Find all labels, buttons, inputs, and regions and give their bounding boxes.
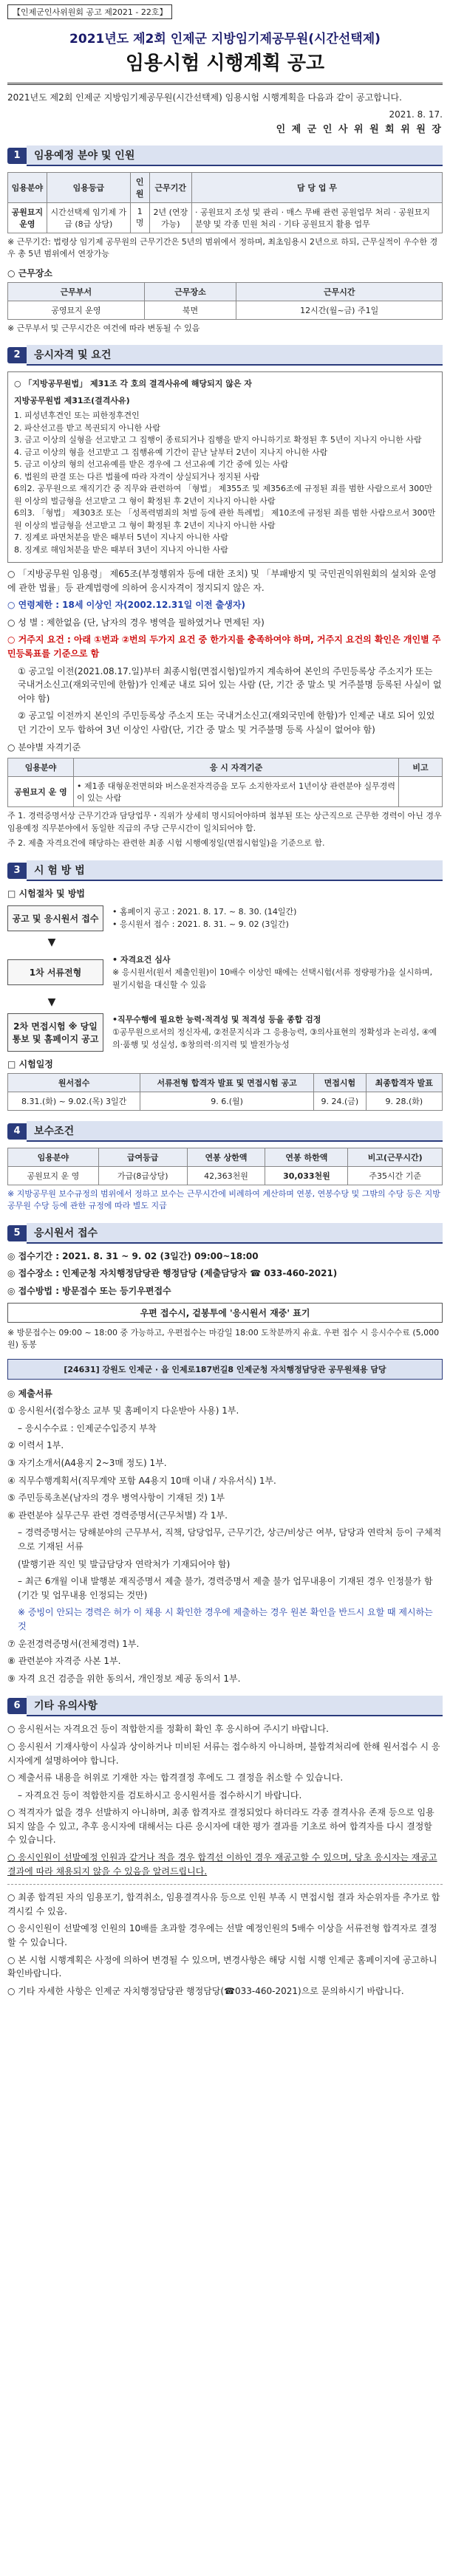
list-item: ○ 응시인원이 선발예정 인원의 10배를 초과할 경우에는 선발 예정인원의 5배수 이상을 서류전형 합격자로 결정할 수 있습니다. xyxy=(7,1923,437,1948)
note: ※ 지방공무원 보수규정의 범위에서 정하고 보수는 근무시간에 비례하여 계산하며 연봉, 연봉수당 및 그밖의 수당 등은 지방공무원 수당 등에 관한 규정에 따라 별도 지급 xyxy=(7,1188,440,1211)
list-item: ⑤ 주민등록초본(남자의 경우 병역사항이 기재된 것) 1부 xyxy=(7,1493,225,1504)
list-item: 5. 금고 이상의 형의 선고유예를 받은 경우에 그 선고유예 기간 중에 있는 사람 xyxy=(14,459,289,470)
table-cell: 12시간(월~금) 주1일 xyxy=(236,301,443,319)
list-item: ○ 연령제한 : 18세 이상인 자(2002.12.31일 이전 출생자) xyxy=(7,600,245,611)
flow-step xyxy=(7,1013,443,1052)
list-item: ○ 응시인원이 선발예정 인원과 같거나 적을 경우 합격선 이하인 경우 재공고할 수 있으며, 당초 응시자는 재공고 결과에 따라 채용되지 않을 수 있음을 알려드립니다. xyxy=(7,1852,437,1877)
disqualification-box xyxy=(7,371,443,563)
table-header-row xyxy=(8,282,443,301)
flow-step xyxy=(7,953,443,991)
positions-table xyxy=(7,172,443,233)
section-6-header xyxy=(7,1696,443,1716)
list-item: ※ 증빙이 안되는 경력은 허가 이 채용 시 확인한 경우에 제출하는 경우 원본 확인을 반드시 요할 때 제시하는 것 xyxy=(18,1607,433,1631)
announcement-page xyxy=(7,0,443,2016)
list-item: 2. 파산선고를 받고 복권되지 아니한 사람 xyxy=(14,422,160,433)
section-number: 6 xyxy=(7,1698,27,1714)
section-4-header xyxy=(7,1121,443,1142)
intro-text: 2021년도 제2회 인제군 지방임기제공무원(시간선택제) 임용시험 시행계획을 다음과 같이 공고합니다. xyxy=(7,92,402,103)
list-item: ⑦ 운전경력증명서(전체경력) 1부. xyxy=(7,1638,140,1649)
list-item: 8. 징계로 해임처분을 받은 때부터 3년이 지나지 아니한 사람 xyxy=(14,544,228,555)
flow-step-text xyxy=(103,953,443,991)
list-item: ⑥ 관련분야 실무근무 관련 경력증명서(근무처별) 각 1부. xyxy=(7,1510,228,1521)
table-cell xyxy=(399,777,443,807)
list-item: ○ 적격자가 없을 경우 선발하지 아니하며, 최종 합격자로 결정되었다 하더라도 각종 결격사유 존재 등으로 임용되지 않을 수 있고, 추후 응시자에 대해서는 다른 응시자에 대한 평가 결과를 기초로 하여 합격자를 다시 결정할 수 있습니다. xyxy=(7,1807,434,1846)
list-item: – 최근 6개월 이내 발행분 재직증명서 제출 불가, 경력증명서 제출 불가 업무내용이 기재된 경우 인정불가 함(기간 및 업무내용 인정되는 것만) xyxy=(18,1576,433,1600)
schedule-table xyxy=(7,1073,443,1111)
section-title: 응시자격 및 요건 xyxy=(27,345,443,366)
announcement-tag: 【인제군인사위원회 공고 제2021 - 22호】 xyxy=(7,4,172,19)
table-cell: 42,363천원 xyxy=(187,1166,265,1185)
flow-step-text xyxy=(103,1013,443,1051)
table-header: 근무시간 xyxy=(236,282,443,301)
list-item: 6의3. 「형법」 제303조 또는 「성폭력범죄의 처벌 등에 관한 특례법」 제10조에 규정된 죄를 범한 사람으로서 300만원 이상의 벌금형을 선고받고 그 형이 확정된 후 2년이 지나지 아니한 사람 xyxy=(14,508,436,530)
flow-line: ※ 응시원서(원서 제출인원)이 10배수 이상인 때에는 선택시험(서류 정량평가)을 실시하며, 필기시험을 대신할 수 있음 xyxy=(112,967,433,990)
list-item: ○ 제출서류 내용을 허위로 기재한 자는 합격결정 후에도 그 결정을 취소할 수 있습니다. xyxy=(7,1772,344,1784)
table-row xyxy=(8,202,443,233)
note: 주 2. 제출 자격요건에 해당하는 관련한 최종 시험 시행예정일(면접시험일)을 기준으로 함. xyxy=(7,838,325,849)
table-cell: 공영묘지 운영 xyxy=(8,301,145,319)
list-item: ◎ 접수기간 : 2021. 8. 31 ~ 9. 02 (3일간) 09:00~18:00 xyxy=(7,1250,259,1261)
list-item: ○ 최종 합격된 자의 임용포기, 합격취소, 임용결격사유 등으로 인원 부족 시 면접시험 결과 차순위자를 추가로 합격시킬 수 있음. xyxy=(7,1892,440,1916)
table-header: 근무장소 xyxy=(144,282,236,301)
table-header-row xyxy=(8,1148,443,1166)
table-cell: 공원묘지 운영 xyxy=(8,202,47,233)
subheading: ◎ 제출서류 xyxy=(7,1388,53,1399)
list-item: ○ 기타 자세한 사항은 인제군 자치행정담당관 행정담당(☎033-460-2021)으로 문의하시기 바랍니다. xyxy=(7,1985,404,1996)
list-item: ○ 응시원서 기재사항이 사실과 상이하거나 미비된 서류는 접수하지 아니하며, 불합격처리에 한해 원서접수 시 응시자에게 설명하여야 합니다. xyxy=(7,1741,440,1766)
table-cell: 1명 xyxy=(130,202,149,233)
table-header: 최종합격자 발표 xyxy=(366,1073,442,1092)
table-row xyxy=(8,1092,443,1110)
section-title: 보수조건 xyxy=(27,1121,443,1142)
table-header: 근무기간 xyxy=(149,172,191,202)
section-number: 1 xyxy=(7,148,27,164)
table-row xyxy=(8,1166,443,1185)
organization-name: 인 제 군 인 사 위 원 회 위 원 장 xyxy=(276,123,443,135)
list-item: – 자격요건 등이 적합한지를 검토하시고 응시원서를 접수하시기 바랍니다. xyxy=(18,1789,302,1801)
section-2-header xyxy=(7,345,443,366)
table-header: 인원 xyxy=(130,172,149,202)
flow-step-text xyxy=(103,905,443,931)
box-title: ○ 「지방공무원법」 제31조 각 호의 결격사유에 해당되지 않은 자 xyxy=(14,379,252,389)
announcement-date: 2021. 8. 17. xyxy=(389,109,443,120)
table-cell: 가급(8급상당) xyxy=(98,1166,187,1185)
note: ※ 근무부서 및 근무시간은 여건에 따라 변동될 수 있음 xyxy=(7,323,200,333)
table-cell: 9. 28.(화) xyxy=(366,1092,442,1110)
table-cell: 주35시간 기준 xyxy=(348,1166,443,1185)
subheading: □ 시험절차 및 방법 xyxy=(7,888,86,899)
table-header: 연봉 하한액 xyxy=(265,1148,348,1166)
table-cell: 공원묘지 운 영 xyxy=(8,777,74,807)
flow-line: •직무수행에 필요한 능력·적격성 및 적격성 등을 종합 검정 xyxy=(112,1015,321,1025)
table-header: 비고(근무시간) xyxy=(348,1148,443,1166)
table-cell: 8.31.(화) ~ 9.02.(목) 3일간 xyxy=(8,1092,140,1110)
list-item: 3. 금고 이상의 실형을 선고받고 그 집행이 종료되거나 집행을 받지 아니하기로 확정된 후 5년이 지나지 아니한 사람 xyxy=(14,435,422,445)
list-item: ○ 응시원서는 자격요건 등이 적합한지를 정확히 확인 후 응시하여 주시기 바랍니다. xyxy=(7,1724,329,1735)
table-row xyxy=(8,777,443,807)
flow-line: • 자격요건 심사 xyxy=(112,954,171,965)
divider xyxy=(7,1884,443,1885)
qualification-table xyxy=(7,758,443,807)
section-number: 2 xyxy=(7,347,27,363)
table-header: 연봉 상한액 xyxy=(187,1148,265,1166)
list-item: ① 공고일 이전(2021.08.17.일)부터 최종시험(면접시험)일까지 계속하여 본인의 주민등록상 주소지가 또는 국내거소신고(재외국민에 한함)가 인제군 내로 되어 있는 사람 (단, 기간 중 말소 및 거주불명 등록된 사실이 없어야 함) xyxy=(18,665,442,704)
table-header: 급여등급 xyxy=(98,1148,187,1166)
note: ※ 방문접수는 09:00 ~ 18:00 중 가능하고, 우편접수는 마감일 18:00 도착분까지 유효. 우편 접수 시 응시수수료 (5,000원) 동봉 xyxy=(7,1327,440,1350)
table-cell: 북면 xyxy=(144,301,236,319)
flow-step-box: 1차 서류전형 xyxy=(7,959,103,985)
flow-line: • 응시원서 접수 : 2021. 8. 31. ~ 9. 02 (3일간) xyxy=(112,919,289,930)
section-title: 응시원서 접수 xyxy=(27,1223,443,1244)
list-item: ② 이력서 1부. xyxy=(7,1440,64,1451)
list-item: 1. 피성년후견인 또는 피한정후견인 xyxy=(14,411,140,421)
section-3-header xyxy=(7,860,443,881)
section-1-header xyxy=(7,145,443,166)
note: 주 1. 경력증명서상 근무기간과 담당업무・직위가 상세히 명시되어야하며 첨부된 또는 상근직으로 근무한 경력이 아닌 경우 임용예정 직무분야에서 동일한 직급의 주당 근무시간이 일치되어야 합. xyxy=(7,811,442,833)
box-subtitle: 지방공무원법 제31조(결격사유) xyxy=(14,395,130,405)
list-item: ◎ 접수방법 : 방문접수 또는 등기우편접수 xyxy=(7,1286,171,1297)
note: ※ 근무기간: 법령상 임기제 공무원의 근무기간은 5년의 범위에서 정하며, 최초임용시 2년으로 하되, 근무실적이 우수한 경우 총 5년 범위에서 연장가능 xyxy=(7,236,438,259)
table-cell: 2년 (연장가능) xyxy=(149,202,191,233)
salary-table xyxy=(7,1148,443,1185)
table-header: 임용분야 xyxy=(8,758,74,777)
table-header: 근무부서 xyxy=(8,282,145,301)
section-title: 시 험 방 법 xyxy=(27,860,443,881)
down-arrow-icon: ▼ xyxy=(47,936,56,948)
list-item: ○ 분야별 자격기준 xyxy=(7,741,81,753)
section-number: 5 xyxy=(7,1225,27,1241)
list-item: ○ 「지방공무원 임용령」 제65조(부정행위자 등에 대한 조치) 및 「부패방지 및 국민권익위원회의 설치와 운영에 관한 법률」등 관계법령에 의하여 응시자격이 정지되지 않은 자. xyxy=(7,569,437,593)
list-item: 6. 법원의 판결 또는 다른 법률에 따라 자격이 상실되거나 정지된 사람 xyxy=(14,471,260,482)
list-item: – 경력증명서는 당해분야의 근무부서, 직책, 담당업무, 근무기간, 상근/비상근 여부, 담당과 연락처 등이 구체적으로 기재된 서류 xyxy=(18,1527,442,1552)
list-item: ⑨ 자격 요건 검증을 위한 동의서, 개인정보 제공 동의서 1부. xyxy=(7,1673,241,1684)
list-item: ○ 성 별 : 제한없음 (단, 남자의 경우 병역을 필하였거나 면제된 자) xyxy=(7,617,265,628)
table-cell: 9. 6.(월) xyxy=(140,1092,314,1110)
section-title: 기타 유의사항 xyxy=(27,1696,443,1716)
mail-notice-bar: 우편 접수시, 겉봉투에 '응시원서 재중' 표기 xyxy=(7,1303,443,1323)
flow-step xyxy=(7,905,443,931)
table-header: 임용분야 xyxy=(8,172,47,202)
section-title: 임용예정 분야 및 인원 xyxy=(27,145,443,166)
table-header-row xyxy=(8,172,443,202)
list-item: ④ 직무수행계획서(직무계약 포함 A4용지 10매 이내 / 자유서식) 1부. xyxy=(7,1475,276,1486)
table-header: 원서접수 xyxy=(8,1073,140,1092)
list-item: ○ 본 시험 시행계획은 사정에 의하여 변경될 수 있으며, 변경사항은 해당 시험 시행 인제군 홈페이지에 공고하니 확인바랍니다. xyxy=(7,1954,437,1979)
table-header: 임용등급 xyxy=(47,172,130,202)
table-header: 담 당 업 무 xyxy=(191,172,442,202)
table-header: 서류전형 합격자 발표 및 면접시험 공고 xyxy=(140,1073,314,1092)
title-divider xyxy=(7,83,443,85)
list-item: ◎ 접수장소 : 인제군청 자치행정담당관 행정담당 (제출담당자 ☎ 033-460-2021) xyxy=(7,1268,338,1279)
table-row xyxy=(8,301,443,319)
flow-line: • 홈페이지 공고 : 2021. 8. 17. ~ 8. 30. (14일간) xyxy=(112,907,297,917)
list-item: ③ 자기소개서(A4용지 2~3매 정도) 1부. xyxy=(7,1458,167,1469)
table-header-row xyxy=(8,1073,443,1092)
work-location-table xyxy=(7,282,443,320)
down-arrow-icon: ▼ xyxy=(47,996,56,1008)
table-cell: 공원묘지 운 영 xyxy=(8,1166,99,1185)
list-item: ○ 거주지 요건 : 아래 ①번과 ②번의 두가지 요건 중 한가지를 충족하여야 하며, 거주지 요건의 확인은 개인별 주민등록표를 기준으로 함 xyxy=(7,634,441,660)
flow-line: ①공무원으로서의 정신자세, ②전문지식과 그 응용능력, ③의사표현의 정확성과 논리성, ④예의·품행 및 성실성, ⑤창의력·의지력 및 발전가능성 xyxy=(112,1027,437,1050)
section-number: 3 xyxy=(7,863,27,879)
table-header: 면접시험 xyxy=(313,1073,366,1092)
list-item: (발행기관 직인 및 발급담당자 연락처가 기재되어야 함) xyxy=(18,1558,231,1569)
table-cell: 시간선택제 임기제 가급 (8급 상당) xyxy=(47,202,130,233)
list-item: 6의2. 공무원으로 재직기간 중 직무와 관련하여 「형법」 제355조 및 제356조에 규정된 죄를 범한 사람으로서 300만원 이상의 벌금형을 선고받고 그 형이 확정된 후 2년이 지나지 아니한 사람 xyxy=(14,484,432,506)
title-line-1: 2021년도 제2회 인제군 지방임기제공무원(시간선택제) xyxy=(69,32,381,47)
table-cell: • 제1종 대형운전면허와 버스운전자격증을 모두 소지한자로서 1년이상 관련분야 실무경력이 있는 사람 xyxy=(74,777,399,807)
table-header: 비고 xyxy=(399,758,443,777)
list-item: 4. 금고 이상의 형을 선고받고 그 집행유예 기간이 끝난 날부터 2년이 지나지 아니한 사람 xyxy=(14,447,328,457)
list-item: ① 응시원서(접수창소 교부 및 홈페이지 다운받아 사용) 1부. xyxy=(7,1405,239,1417)
flow-step-box: 2차 면접시험 ※ 당일 통보 및 홈페이지 공고 xyxy=(7,1013,103,1052)
table-cell: 30,033천원 xyxy=(265,1166,348,1185)
table-header: 임용분야 xyxy=(8,1148,99,1166)
table-header-row xyxy=(8,758,443,777)
table-cell: 9. 24.(금) xyxy=(313,1092,366,1110)
list-item: ⑧ 관련분야 자격증 사본 1부. xyxy=(7,1656,121,1667)
list-item: 7. 징계로 파면처분을 받은 때부터 5년이 지나지 아니한 사람 xyxy=(14,532,228,543)
section-5-header xyxy=(7,1223,443,1244)
subheading: □ 시험일정 xyxy=(7,1058,53,1069)
table-cell: · 공원묘지 조성 및 관리 · 매스 무배 관련 공원업무 처리 · 공원묘지 분양 및 각종 민원 처리 · 기타 공원묘지 활용 업무 xyxy=(191,202,442,233)
list-item: ② 공고일 이전까지 본인의 주민등록상 주소지 또는 국내거소신고(재외국민에 한함)가 인제군 내로 되어 있었던 기간이 모두 합하여 3년 이상인 사람(단, 기간 중 말소 및 거주불명 등록 사실이 없어야 함) xyxy=(18,710,435,736)
table-header: 응 시 자격기준 xyxy=(74,758,399,777)
title-line-2: 임용시험 시행계획 공고 xyxy=(125,52,325,75)
section-number: 4 xyxy=(7,1123,27,1140)
address-bar: [24631] 강원도 인제군 · 읍 인제로187번길8 인제군청 자치행정담당관 공무원채용 담당 xyxy=(7,1359,443,1380)
list-item: – 응시수수료 : 인제군수입증지 부착 xyxy=(18,1422,157,1433)
flow-step-box: 공고 및 응시원서 접수 xyxy=(7,905,103,931)
subheading: ○ 근무장소 xyxy=(7,267,53,278)
